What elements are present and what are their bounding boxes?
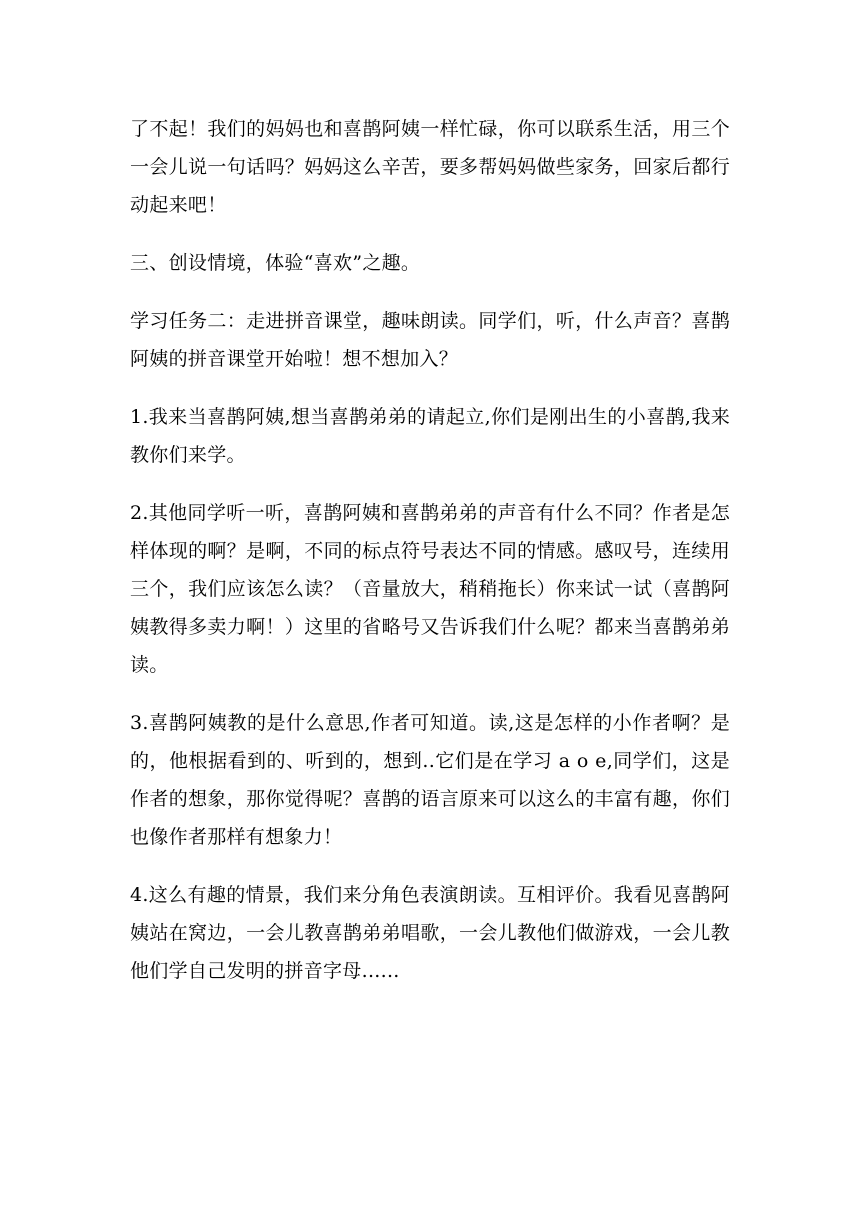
paragraph-step-4: 4.这么有趣的情景，我们来分角色表演朗读。互相评价。我看见喜鹊阿姨站在窝边，一会儿教喜鹊弟弟唱歌，一会儿教他们做游戏，一会儿教他们学自己发明的拼音字母......: [130, 884, 730, 982]
document-body: [130, 110, 730, 1010]
paragraph-step-1: 1.我来当喜鹊阿姨,想当喜鹊弟弟的请起立,你们是刚出生的小喜鹊,我来教你们来学。: [130, 406, 730, 466]
paragraph-step-2: 2.其他同学听一听，喜鹊阿姨和喜鹊弟弟的声音有什么不同？作者是怎样体现的啊？是啊，不同的标点符号表达不同的情感。感叹号，连续用三个，我们应该怎么读？（音量放大，稍稍拖长）你来试一试（喜鹊阿姨教得多卖力啊！）这里的省略号又告诉我们什么呢？都来当喜鹊弟弟读。: [130, 502, 730, 676]
paragraph-learning-task-two: 学习任务二：走进拼音课堂，趣味朗读。同学们，听，什么声音？喜鹊阿姨的拼音课堂开始啦！想不想加入？: [130, 310, 730, 370]
paragraph-step-3: 3.喜鹊阿姨教的是什么意思,作者可知道。读,这是怎样的小作者啊？是的，他根据看到的、听到的，想到..它们是在学习 a o e,同学们，这是作者的想象，那你觉得呢？喜鹊的语言原来可以这么的丰富有趣，你们也像作者那样有想象力！: [130, 712, 730, 848]
section-heading-three: 三、创设情境，体验“喜欢”之趣。: [130, 252, 421, 274]
paragraph-praise-mother: 了不起！我们的妈妈也和喜鹊阿姨一样忙碌，你可以联系生活，用三个一会儿说一句话吗？妈妈这么辛苦，要多帮妈妈做些家务，回家后都行动起来吧！: [130, 118, 730, 216]
